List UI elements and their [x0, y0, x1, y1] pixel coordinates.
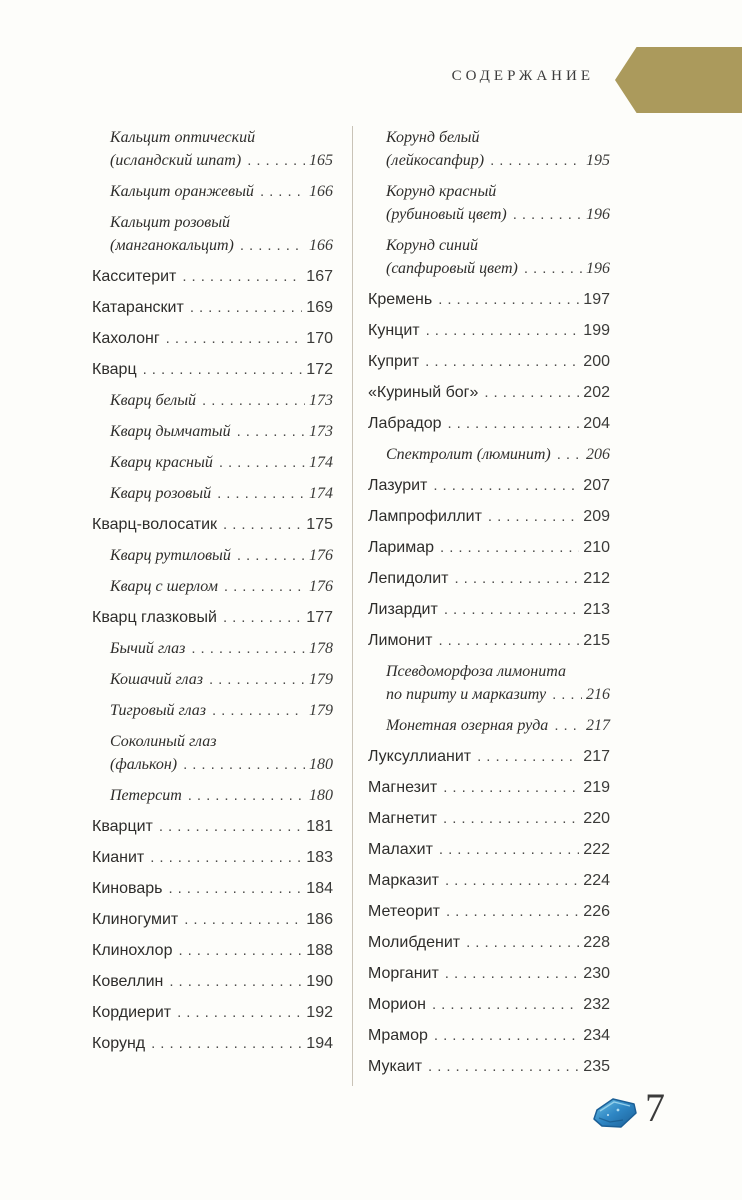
toc-entry-row: [368, 1024, 610, 1047]
toc-entry-title-line1: Корунд белый: [386, 129, 480, 146]
toc-entry-title: Ковеллин: [92, 973, 164, 990]
toc-entry-row: [92, 1032, 333, 1055]
toc-entry-row: [368, 1055, 610, 1078]
toc-entry: [368, 962, 610, 985]
toc-entry: [368, 869, 610, 892]
toc-entry-title: Кордиерит: [92, 1004, 172, 1021]
toc-entry: [110, 784, 333, 807]
toc-entry: [368, 319, 610, 342]
toc-entry-page: 196: [586, 260, 610, 277]
dot-leader: [151, 1032, 302, 1055]
toc-entry-title-line1: Корунд синий: [386, 237, 478, 254]
toc-entry-row: [368, 900, 610, 923]
toc-entry-title: Куприт: [368, 353, 420, 370]
toc-entry: [386, 180, 610, 226]
toc-entry: [368, 412, 610, 435]
toc-entry-title: Кварц красный: [110, 454, 213, 471]
toc-entry-title: (фалькон): [110, 756, 178, 773]
toc-entry: [92, 939, 333, 962]
toc-entry-page: 173: [309, 423, 333, 440]
dot-leader: [247, 149, 305, 172]
toc-entry-page: 204: [583, 415, 610, 432]
toc-entry-title: по пириту и марказиту: [386, 686, 547, 703]
toc-entry: [386, 126, 610, 172]
toc-entry-page: 180: [309, 787, 333, 804]
dot-leader: [191, 637, 305, 660]
dot-leader: [169, 970, 302, 993]
toc-entry-title: (манганокальцит): [110, 237, 234, 254]
toc-entry-page: 178: [309, 640, 333, 657]
toc-entry-title: Морганит: [368, 965, 439, 982]
toc-entry-page: 224: [583, 872, 610, 889]
toc-entry-title: Клинохлор: [92, 942, 173, 959]
toc-entry-page: 206: [586, 446, 610, 463]
toc-entry-row: [368, 993, 610, 1016]
toc-entry-title: Метеорит: [368, 903, 440, 920]
toc-entry-row: [110, 575, 333, 598]
toc-entry-row: [92, 846, 333, 869]
toc-entry-page: 210: [583, 539, 610, 556]
dot-leader: [178, 939, 302, 962]
toc-entry-title: Малахит: [368, 841, 433, 858]
toc-entry-row: [368, 629, 610, 652]
toc-entry-row: [368, 598, 610, 621]
toc-entry-title: Молибденит: [368, 934, 461, 951]
toc-entry-title: Лабрадор: [368, 415, 442, 432]
toc-entry: [110, 575, 333, 598]
toc-entry: [110, 730, 333, 776]
toc-entry: [368, 745, 610, 768]
toc-entry-row: [386, 203, 610, 226]
toc-entry-row: [92, 296, 333, 319]
toc-entry-page: 176: [309, 547, 333, 564]
dot-leader: [219, 451, 305, 474]
toc-entry-page: 180: [309, 756, 333, 773]
toc-entry-row: [368, 869, 610, 892]
toc-entry-page: 165: [309, 152, 333, 169]
dot-leader: [183, 753, 305, 776]
toc-entry-title: Монетная озерная руда: [386, 717, 549, 734]
dot-leader: [552, 683, 582, 706]
dot-leader: [433, 474, 579, 497]
dot-leader: [177, 1001, 302, 1024]
dot-leader: [428, 1055, 579, 1078]
dot-leader: [159, 815, 302, 838]
toc-entry-row: [368, 567, 610, 590]
toc-entry: [368, 381, 610, 404]
toc-entry-row: [110, 234, 333, 257]
toc-entry: [368, 900, 610, 923]
toc-entry-row: [368, 745, 610, 768]
toc-entry-row: [92, 815, 333, 838]
toc-entry-row: [110, 451, 333, 474]
toc-entry-row: [368, 962, 610, 985]
toc-entry-page: 235: [583, 1058, 610, 1075]
toc-entry: [92, 327, 333, 350]
toc-entry-page: 197: [583, 291, 610, 308]
toc-entry-row: [92, 358, 333, 381]
dot-leader: [166, 327, 303, 350]
toc-entry-title-line1: Соколиный глаз: [110, 733, 217, 750]
toc-entry-title: Бычий глаз: [110, 640, 186, 657]
toc-entry-page: 174: [309, 485, 333, 502]
toc-entry-page: 175: [306, 516, 333, 533]
dot-leader: [513, 203, 582, 226]
toc-entry-row: [92, 1001, 333, 1024]
toc-entry-title: Кальцит оранжевый: [110, 183, 254, 200]
dot-leader: [446, 900, 579, 923]
toc-entry-title: Клиногумит: [92, 911, 179, 928]
toc-entry: [368, 993, 610, 1016]
toc-entry-row: [92, 265, 333, 288]
toc-entry-title: Кварц розовый: [110, 485, 212, 502]
toc-entry-title: Лазурит: [368, 477, 428, 494]
toc-entry-page: 228: [583, 934, 610, 951]
toc-entry-page: 173: [309, 392, 333, 409]
toc-entry-page: 230: [583, 965, 610, 982]
toc-entry-title: Магнетит: [368, 810, 438, 827]
toc-entry-row: [92, 970, 333, 993]
toc-entry-row: [92, 939, 333, 962]
column-divider: [352, 126, 353, 1086]
toc-entry-row: [92, 327, 333, 350]
toc-entry-page: 207: [583, 477, 610, 494]
toc-entry-row: [386, 683, 610, 706]
toc-entry-row: [110, 544, 333, 567]
toc-entry-page: 179: [309, 702, 333, 719]
dot-leader: [434, 1024, 579, 1047]
toc-entry-title: Кварц: [92, 361, 137, 378]
dot-leader: [439, 838, 579, 861]
toc-entry: [92, 877, 333, 900]
toc-entry: [368, 598, 610, 621]
toc-entry: [92, 815, 333, 838]
toc-entry-row: [368, 807, 610, 830]
dot-leader: [212, 699, 305, 722]
toc-entry: [92, 606, 333, 629]
toc-entry-title: Магнезит: [368, 779, 438, 796]
toc-entry-row: [110, 180, 333, 203]
toc-entry: [368, 776, 610, 799]
toc-entry: [92, 265, 333, 288]
page-title: СОДЕРЖАНИЕ: [451, 68, 594, 84]
dot-leader: [448, 412, 580, 435]
toc-entry: [368, 536, 610, 559]
toc-entry-title: Корунд: [92, 1035, 146, 1052]
dot-leader: [443, 807, 579, 830]
toc-entry-row: [368, 536, 610, 559]
toc-entry-title: Киноварь: [92, 880, 163, 897]
toc-entry-page: 234: [583, 1027, 610, 1044]
toc-entry: [368, 288, 610, 311]
toc-entry: [368, 350, 610, 373]
toc-entry-page: 215: [583, 632, 610, 649]
toc-entry-title: Мукаит: [368, 1058, 423, 1075]
dot-leader: [237, 420, 305, 443]
toc-entry: [368, 629, 610, 652]
dot-leader: [445, 962, 580, 985]
toc-entry-row: [110, 637, 333, 660]
toc-entry-row: [386, 714, 610, 737]
toc-entry-row: [368, 412, 610, 435]
toc-entry-title: (рубиновый цвет): [386, 206, 507, 223]
toc-entry: [386, 714, 610, 737]
toc-entry-title-line1: Псевдоморфоза лимонита: [386, 663, 566, 680]
dot-leader: [150, 846, 302, 869]
toc-entry-title: Кварцит: [92, 818, 153, 835]
dot-leader: [490, 149, 582, 172]
toc-entry-title: Спектролит (люминит): [386, 446, 551, 463]
toc-entry-title: Тигровый глаз: [110, 702, 206, 719]
toc-entry-title-line1: Кальцит розовый: [110, 214, 231, 231]
toc-entry-title: Мрамор: [368, 1027, 428, 1044]
toc-entry: [110, 180, 333, 203]
dot-leader: [237, 544, 305, 567]
dot-leader: [484, 381, 579, 404]
toc-entry-page: 176: [309, 578, 333, 595]
toc-entry-page: 213: [583, 601, 610, 618]
dot-leader: [217, 482, 305, 505]
toc-entry-page: 166: [309, 237, 333, 254]
toc-entry-title: Лимонит: [368, 632, 433, 649]
toc-entry-row: [110, 699, 333, 722]
toc-entry: [110, 699, 333, 722]
toc-entry: [368, 1024, 610, 1047]
toc-entry: [368, 505, 610, 528]
toc-column-left: [92, 126, 333, 1086]
toc-entry-page: 200: [583, 353, 610, 370]
dot-leader: [260, 180, 305, 203]
toc-entry-title: Кварц-волосатик: [92, 516, 218, 533]
toc-entry: [386, 660, 610, 706]
toc-entry-row: [110, 668, 333, 691]
toc-entry: [368, 567, 610, 590]
toc-entry-page: 217: [586, 717, 610, 734]
dot-leader: [443, 776, 579, 799]
toc-entry-page: 196: [586, 206, 610, 223]
toc-entry-title: Луксуллианит: [368, 748, 472, 765]
toc-entry-row: [368, 776, 610, 799]
toc-entry-row: [368, 350, 610, 373]
toc-entry-row: [386, 443, 610, 466]
toc-entry: [368, 807, 610, 830]
toc-entry-page: 217: [583, 748, 610, 765]
dot-leader: [182, 265, 302, 288]
toc-entry-title: Касситерит: [92, 268, 177, 285]
toc-entry-title: Кахолонг: [92, 330, 160, 347]
toc-entry: [110, 211, 333, 257]
toc-entry: [110, 637, 333, 660]
dot-leader: [188, 784, 305, 807]
dot-leader: [184, 908, 302, 931]
toc-entry-title: «Куриный бог»: [368, 384, 479, 401]
toc-entry-row: [110, 753, 333, 776]
folio-page-number: 7: [645, 1085, 665, 1130]
toc-entry-page: 220: [583, 810, 610, 827]
toc-entry-row: [110, 149, 333, 172]
dot-leader: [223, 606, 302, 629]
dot-leader: [432, 993, 579, 1016]
toc-entry-page: 219: [583, 779, 610, 796]
toc-entry-row: [110, 784, 333, 807]
toc-entry-row: [368, 319, 610, 342]
toc-entry: [92, 1001, 333, 1024]
dot-leader: [488, 505, 579, 528]
dot-leader: [190, 296, 302, 319]
toc-entry-title-line1: Корунд красный: [386, 183, 497, 200]
toc-entry: [92, 970, 333, 993]
toc-entry-page: 202: [583, 384, 610, 401]
toc-entry: [92, 846, 333, 869]
dot-leader: [426, 319, 580, 342]
toc-entry-title: Кошачий глаз: [110, 671, 203, 688]
toc-entry-page: 184: [306, 880, 333, 897]
toc-entry-row: [368, 474, 610, 497]
toc-entry-title-line1: Кальцит оптический: [110, 129, 256, 146]
toc-entry-row: [368, 838, 610, 861]
dot-leader: [240, 234, 305, 257]
toc-entry-title: Морион: [368, 996, 426, 1013]
toc-entry-page: 169: [306, 299, 333, 316]
toc-entry-row: [368, 288, 610, 311]
toc-entry-title: (лейкосапфир): [386, 152, 485, 169]
dot-leader: [224, 575, 305, 598]
toc-entry-title: (исландский шпат): [110, 152, 242, 169]
toc-entry-title: Марказит: [368, 872, 439, 889]
toc-entry-page: 183: [306, 849, 333, 866]
toc-entry: [92, 908, 333, 931]
toc-entry: [110, 126, 333, 172]
dot-leader: [209, 668, 305, 691]
toc-entry: [386, 234, 610, 280]
dot-leader: [554, 714, 582, 737]
toc-entry: [92, 513, 333, 536]
toc-entry-row: [368, 381, 610, 404]
toc-entry-title: Кварц дымчатый: [110, 423, 231, 440]
toc-entry-page: 166: [309, 183, 333, 200]
gem-body: [594, 1099, 636, 1127]
toc-entry-title: Кварц с шерлом: [110, 578, 218, 595]
dot-leader: [524, 257, 582, 280]
toc-entry-page: 181: [306, 818, 333, 835]
toc-entry-title: Лампрофиллит: [368, 508, 482, 525]
toc-entry: [92, 1032, 333, 1055]
dot-leader: [143, 358, 303, 381]
toc-entry-page: 174: [309, 454, 333, 471]
toc-entry-row: [110, 420, 333, 443]
toc-entry-page: 177: [306, 609, 333, 626]
toc-entry-row: [110, 389, 333, 412]
dot-leader: [445, 869, 579, 892]
toc-entry-title: Петерсит: [110, 787, 182, 804]
toc-entry-page: 190: [306, 973, 333, 990]
toc-entry-page: 195: [586, 152, 610, 169]
toc-entry: [110, 451, 333, 474]
toc-entry-title: Кварц рутиловый: [110, 547, 231, 564]
toc-entry: [110, 668, 333, 691]
toc-entry-page: 179: [309, 671, 333, 688]
toc-column-right: [368, 126, 610, 1086]
toc-entry: [110, 482, 333, 505]
toc-entry-row: [110, 482, 333, 505]
dot-leader: [168, 877, 302, 900]
toc-columns: [92, 126, 610, 1086]
toc-entry: [368, 838, 610, 861]
dot-leader: [454, 567, 579, 590]
toc-entry-page: 232: [583, 996, 610, 1013]
toc-entry-page: 226: [583, 903, 610, 920]
toc-entry-row: [92, 877, 333, 900]
dot-leader: [425, 350, 579, 373]
dot-leader: [477, 745, 579, 768]
toc-entry-row: [92, 908, 333, 931]
toc-entry-page: 194: [306, 1035, 333, 1052]
toc-entry-page: 222: [583, 841, 610, 858]
toc-entry-page: 212: [583, 570, 610, 587]
toc-entry: [110, 544, 333, 567]
toc-entry: [368, 474, 610, 497]
toc-entry-row: [368, 931, 610, 954]
gold-banner-shape: [615, 47, 742, 113]
toc-entry: [368, 1055, 610, 1078]
toc-entry-row: [92, 606, 333, 629]
dot-leader: [223, 513, 302, 536]
toc-entry-title: Кремень: [368, 291, 433, 308]
toc-entry-page: 216: [586, 686, 610, 703]
dot-leader: [557, 443, 582, 466]
toc-entry: [110, 420, 333, 443]
dot-leader: [440, 536, 579, 559]
toc-entry: [92, 296, 333, 319]
toc-entry-title: Лизардит: [368, 601, 438, 618]
toc-entry-title: Лепидолит: [368, 570, 449, 587]
toc-entry-title: Катаранскит: [92, 299, 184, 316]
toc-entry-page: 170: [306, 330, 333, 347]
toc-entry: [368, 931, 610, 954]
dot-leader: [466, 931, 579, 954]
toc-entry-page: 172: [306, 361, 333, 378]
toc-entry-title: (сапфировый цвет): [386, 260, 518, 277]
toc-entry-row: [92, 513, 333, 536]
toc-entry-title: Ларимар: [368, 539, 435, 556]
toc-entry-title: Кианит: [92, 849, 145, 866]
dot-leader: [444, 598, 579, 621]
dot-leader: [438, 629, 579, 652]
toc-entry-title: Кварц белый: [110, 392, 197, 409]
dot-leader: [202, 389, 305, 412]
toc-entry-title: Кварц глазковый: [92, 609, 217, 626]
toc-entry-title: Кунцит: [368, 322, 420, 339]
toc-entry-page: 192: [306, 1004, 333, 1021]
toc-entry-page: 209: [583, 508, 610, 525]
toc-entry: [386, 443, 610, 466]
toc-entry-page: 199: [583, 322, 610, 339]
toc-entry-page: 167: [306, 268, 333, 285]
toc-entry-page: 186: [306, 911, 333, 928]
toc-entry-row: [386, 149, 610, 172]
toc-entry-page: 188: [306, 942, 333, 959]
dot-leader: [438, 288, 579, 311]
toc-entry: [110, 389, 333, 412]
toc-entry: [92, 358, 333, 381]
toc-entry-row: [368, 505, 610, 528]
toc-entry-row: [386, 257, 610, 280]
blue-gem-icon: [590, 1096, 640, 1134]
